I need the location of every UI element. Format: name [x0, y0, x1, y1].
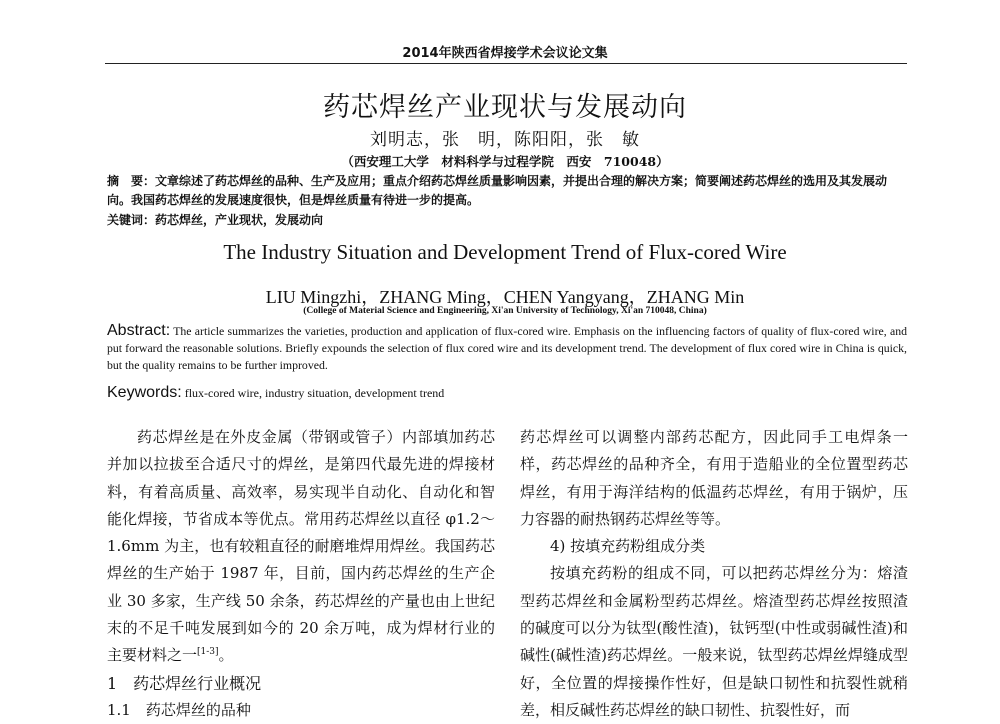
keywords-en-label: Keywords: [107, 384, 182, 401]
keywords-en-text: flux-cored wire, industry situation, development trend [181, 386, 445, 400]
section-heading-1-1: 1.1 药芯焊丝的品种 [107, 700, 251, 719]
header-rule [105, 63, 907, 64]
abstract-zh-text: 文章综述了药芯焊丝的品种、生产及应用；重点介绍药芯焊丝质量影响因素，并提出合理的解决方案；简要阐述药芯焊丝的选用及其发展动向。我国药芯焊丝的发展速度很快，但是焊丝质量有待进一步的提高。 [107, 174, 888, 207]
abstract-zh-label: 摘 要： [107, 174, 156, 188]
authors-en: LIU Mingzhi，ZHANG Ming，CHEN Yangyang，ZHANG Min [265, 287, 745, 307]
paper-title-en: The Industry Situation and Development Trend of Flux-cored Wire [223, 240, 787, 264]
keywords-zh [107, 211, 907, 228]
right-paragraph-2: 按填充药粉的组成不同，可以把药芯焊丝分为：熔渣型药芯焊丝和金属粉型药芯焊丝。熔渣型药芯焊丝按照渣的碱度可以分为钛型(酸性渣)，钛钙型(中性或弱碱性渣)和碱性(碱性渣)药芯焊丝。一般来说，钛型药芯焊丝焊缝成型好，全位置的焊接操作性好，但是缺口韧性和抗裂性就稍差，相反碱性药芯焊丝的缺口韧性、抗裂性好，而 [520, 564, 908, 719]
paper-title-zh: 药芯焊丝产业现状与发展动向 [323, 92, 687, 123]
keywords-zh-text: 药芯焊丝，产业现状，发展动向 [155, 213, 324, 227]
affiliation-zh: （西安理工大学 材料科学与过程学院 西安 710048） [341, 154, 669, 169]
affiliation-en: (College of Material Science and Engineering, Xi'an University of Technology, Xi'an 710048, China) [303, 306, 707, 316]
abstract-en-label: Abstract: [107, 322, 171, 339]
running-header: 2014年陕西省焊接学术会议论文集 [402, 46, 608, 61]
right-paragraph-1: 药芯焊丝可以调整内部药芯配方，因此同手工电焊条一样，药芯焊丝的品种齐全，有用于造船业的全位置型药芯焊丝，有用于海洋结构的低温药芯焊丝，有用于锅炉，压力容器的耐热钢药芯焊丝等等。 [520, 428, 908, 528]
abstract-en-text: The article summarizes the varieties, production and application of flux-cored wire. Emphasis on the influencing factors of quality of flux-cored wire, and put forward the reasonable solutions. Briefly expounds the selection of flux cored wire and its development trend. The development of flux cored wire in China is quick, but the quality remains to be further improved. [107, 324, 907, 372]
keywords-en [107, 384, 907, 402]
authors-zh: 刘明志，张 明，陈阳阳，张 敏 [370, 130, 640, 150]
intro-paragraph [107, 424, 495, 670]
intro-paragraph-text: 药芯焊丝是在外皮金属（带钢或管子）内部填加药芯并加以拉拔至合适尺寸的焊丝，是第四代最先进的焊接材料，有着高质量、高效率，易实现半自动化、自动化和智能化焊接，节省成本等优点。常用药芯焊丝以直径 φ1.2～1.6mm 为主，也有较粗直径的耐磨堆焊用焊丝。我国药芯焊丝的生产始于 1987 年，目前，国内药芯焊丝的生产企业 30 多家，生产线 50 余条，药芯焊丝的产量也由上世纪末的不足千吨发展到如今的 20 余万吨，成为焊材行业的主要材料之一 [107, 428, 495, 665]
right-column [520, 424, 908, 724]
abstract-en [107, 322, 907, 374]
section-heading-1: 1 药芯焊丝行业概况 [107, 673, 262, 693]
citation-ref: [1-3] [197, 647, 219, 658]
left-column [107, 424, 495, 724]
list-item-4: 4) 按填充药粉组成分类 [550, 537, 706, 556]
keywords-zh-label: 关键词： [107, 213, 156, 227]
intro-paragraph-end: 。 [218, 646, 234, 665]
abstract-zh [107, 172, 907, 210]
